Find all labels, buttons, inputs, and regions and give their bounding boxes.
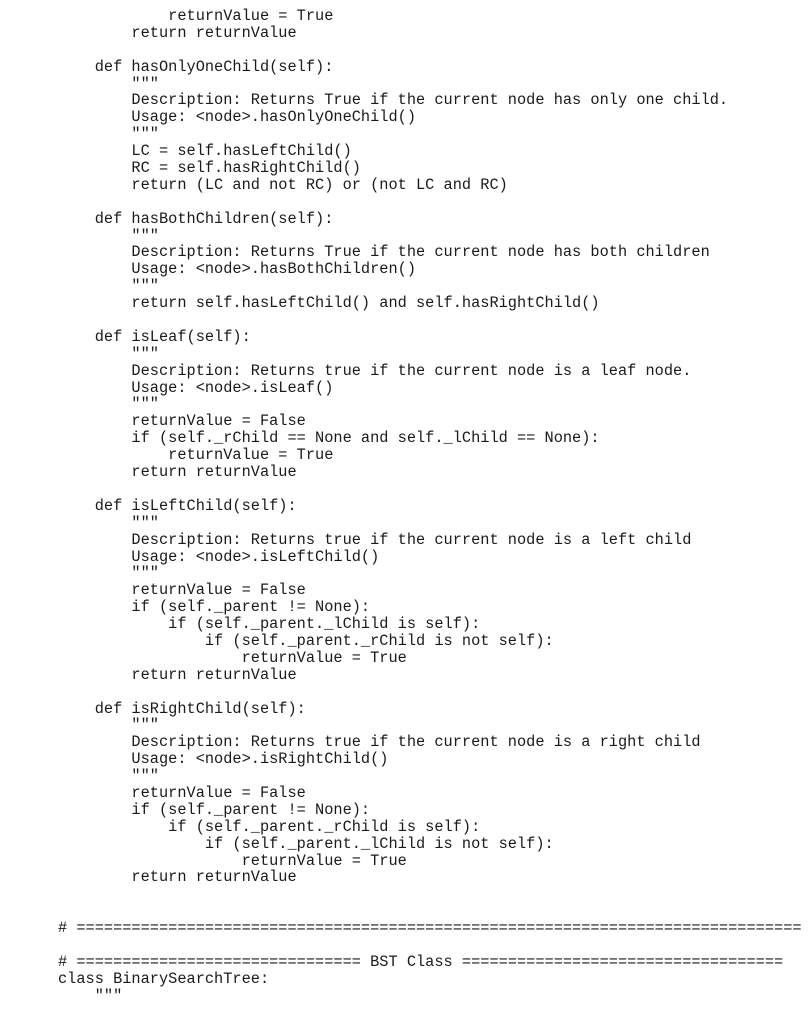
code-line: returnValue = True <box>58 852 407 870</box>
code-line: """ <box>58 717 159 735</box>
code-line: Usage: <node>.hasBothChildren() <box>58 261 417 279</box>
code-line: if (self._parent._rChild is not self): <box>58 632 554 650</box>
code-line: if (self._parent._lChild is self): <box>58 616 481 633</box>
code-line: returnValue = True <box>58 447 334 465</box>
code-line: RC = self.hasRightChild() <box>58 160 361 177</box>
code-line: returnValue = True <box>58 649 407 667</box>
code-line <box>58 194 803 211</box>
code-line: """ <box>58 75 159 93</box>
code-line: if (self._parent != None): <box>58 801 371 819</box>
code-line: return (LC and not RC) or (not LC and RC) <box>58 176 508 194</box>
code-listing <box>58 8 803 1005</box>
code-line: returnValue = False <box>58 784 306 802</box>
code-line: Description: Returns true if the current node is a right child <box>58 734 701 752</box>
code-line: Description: Returns True if the current node has both children <box>58 244 710 262</box>
code-line: """ <box>58 565 159 583</box>
code-line: # =============================== BST Class =================================== <box>58 953 784 971</box>
code-line <box>58 937 803 954</box>
code-line <box>58 684 803 701</box>
code-line: def hasBothChildren(self): <box>58 210 334 228</box>
code-line: return self.hasLeftChild() and self.hasRightChild() <box>58 295 600 313</box>
code-line: return returnValue <box>58 464 297 481</box>
code-line: def isRightChild(self): <box>58 700 306 718</box>
code-line: Description: Returns True if the current node has only one child. <box>58 92 729 110</box>
code-line: Usage: <node>.isRightChild() <box>58 751 389 769</box>
code-line <box>58 481 803 498</box>
code-line: returnValue = True <box>58 8 334 25</box>
code-line: """ <box>58 345 159 363</box>
code-line <box>58 903 803 920</box>
code-line: returnValue = False <box>58 582 306 600</box>
code-line: Usage: <node>.isLeftChild() <box>58 548 380 566</box>
code-line: """ <box>58 278 159 296</box>
code-line: """ <box>58 987 123 1005</box>
code-line: returnValue = False <box>58 413 306 431</box>
code-line: if (self._rChild == None and self._lChild == None): <box>58 430 600 448</box>
code-line: LC = self.hasLeftChild() <box>58 143 352 161</box>
code-line: def isLeaf(self): <box>58 328 251 346</box>
code-line: def hasOnlyOneChild(self): <box>58 58 334 76</box>
code-line: class BinarySearchTree: <box>58 970 270 988</box>
code-line: return returnValue <box>58 24 297 42</box>
code-line <box>58 42 803 59</box>
code-line: def isLeftChild(self): <box>58 497 297 515</box>
code-line: Usage: <node>.hasOnlyOneChild() <box>58 109 417 127</box>
code-line: return returnValue <box>58 869 297 887</box>
code-line: """ <box>58 227 159 245</box>
code-line: # =============================================================================== <box>58 920 802 937</box>
code-line: Usage: <node>.isLeaf() <box>58 379 334 397</box>
code-line <box>58 886 803 903</box>
code-line: Description: Returns true if the current node is a leaf node. <box>58 362 692 380</box>
code-line: """ <box>58 768 159 785</box>
code-line: """ <box>58 396 159 414</box>
code-line: Description: Returns true if the current node is a left child <box>58 531 692 549</box>
code-line: """ <box>58 514 159 532</box>
code-line <box>58 312 803 329</box>
code-line: if (self._parent != None): <box>58 599 371 617</box>
code-line: return returnValue <box>58 666 297 684</box>
code-line: """ <box>58 126 159 144</box>
code-line: if (self._parent._rChild is self): <box>58 818 481 836</box>
code-line: if (self._parent._lChild is not self): <box>58 835 554 853</box>
